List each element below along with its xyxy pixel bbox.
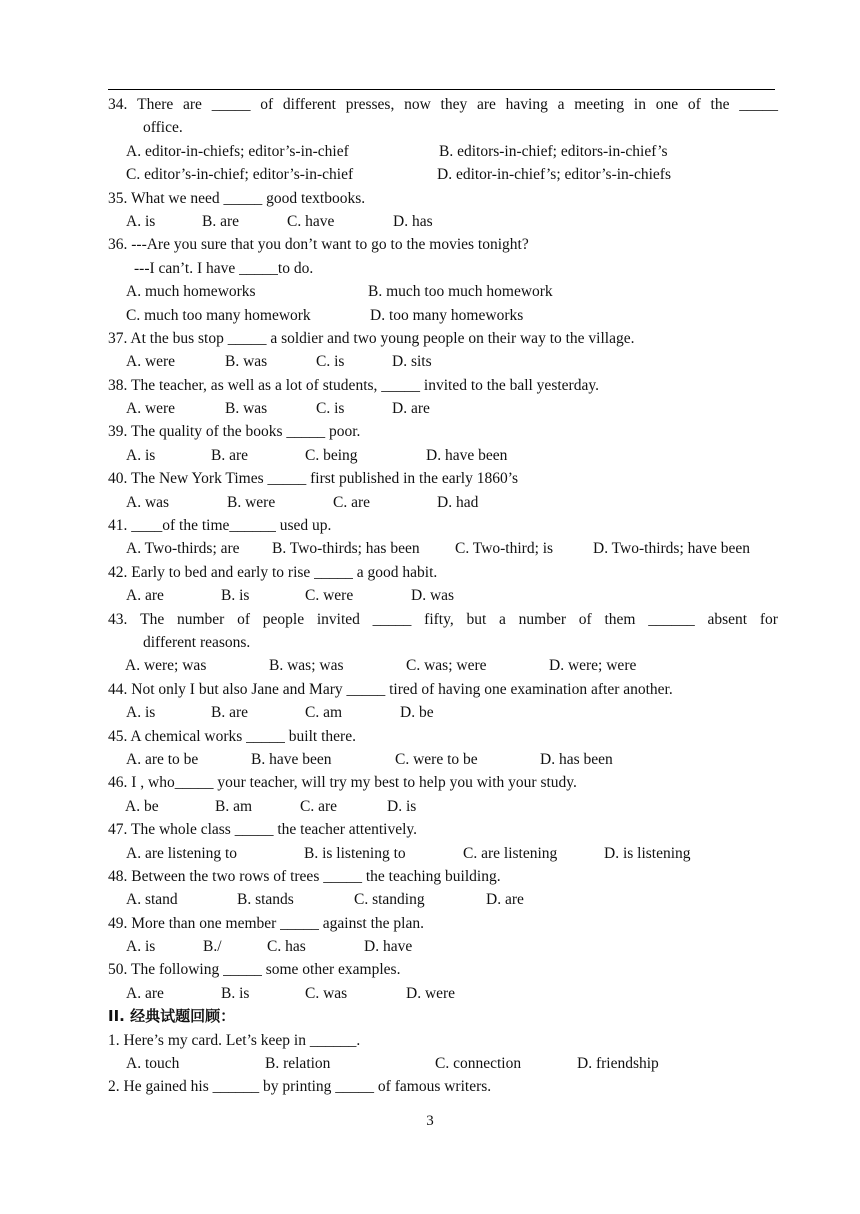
option-d: D. sits	[392, 353, 432, 371]
question-36-options-row-1	[108, 280, 778, 303]
option-a: A. were	[126, 400, 176, 418]
option-c: C. were	[305, 587, 354, 605]
worksheet-content	[108, 93, 778, 1099]
option-b: B. am	[215, 797, 253, 815]
question-37-options	[108, 350, 778, 373]
option-d: D. were	[406, 984, 456, 1002]
section-2-question-1-stem: 1. Here’s my card. Let’s keep in ______.	[108, 1031, 361, 1049]
question-40-stem: 40. The New York Times _____ first published in the early 1860’s	[108, 470, 519, 488]
option-c: C. was	[305, 984, 348, 1002]
option-d: D. have	[364, 938, 413, 956]
option-b: B. is listening to	[304, 844, 406, 862]
question-40-options	[108, 491, 778, 514]
section-2-question-1-options	[108, 1052, 778, 1075]
page-number: 3	[426, 1113, 434, 1129]
option-d: D. is listening	[604, 844, 691, 862]
option-a: A. are	[126, 984, 164, 1002]
option-a: A. are to be	[126, 750, 199, 768]
option-c: C. is	[316, 400, 345, 418]
question-34-stem: 34. There are _____ of different presses, now they are having a meeting in one of the _____	[108, 96, 778, 113]
option-a: A. is	[126, 704, 156, 722]
option-b: B. were	[227, 493, 276, 511]
question-35-options	[108, 210, 778, 233]
question-39-options	[108, 444, 778, 467]
option-a: A. Two-thirds; are	[126, 540, 240, 558]
option-c: C. are	[333, 493, 371, 511]
option-b: B. editors-in-chief; editors-in-chief’s	[439, 142, 668, 160]
question-41-stem: 41. ____of the time______ used up.	[108, 517, 332, 535]
option-d: D. has	[393, 212, 433, 230]
option-a: A. was	[126, 493, 170, 511]
option-c: C. connection	[435, 1055, 522, 1073]
option-d: D. had	[437, 493, 479, 511]
option-d: D. friendship	[577, 1055, 659, 1073]
option-c: C. was; were	[406, 657, 487, 675]
option-d: D. be	[400, 704, 434, 722]
question-47-options	[108, 842, 778, 865]
option-a: A. is	[126, 212, 156, 230]
question-36-options-row-2	[108, 304, 778, 327]
option-b: B. was	[225, 353, 268, 371]
question-48-options	[108, 888, 778, 911]
option-b: B. was	[225, 400, 268, 418]
option-b: B. are	[211, 446, 249, 464]
option-c: C. is	[316, 353, 345, 371]
question-42-stem: 42. Early to bed and early to rise _____ a good habit.	[108, 563, 438, 581]
question-45-stem: 45. A chemical works _____ built there.	[108, 727, 356, 745]
option-b: B. are	[202, 212, 240, 230]
question-44-stem: 44. Not only I but also Jane and Mary _____ tired of having one examination after another.	[108, 680, 673, 698]
question-34-options-row-1	[108, 140, 778, 163]
question-39-stem: 39. The quality of the books _____ poor.	[108, 423, 361, 441]
question-34-stem-continued: office.	[143, 119, 183, 137]
question-46-stem: 46. I , who_____ your teacher, will try my best to help you with your study.	[108, 774, 577, 792]
option-d: D. have been	[426, 446, 508, 464]
option-d: D. has been	[540, 750, 613, 768]
option-b: B./	[203, 938, 222, 956]
option-b: B. much too much homework	[368, 283, 553, 301]
question-38-stem: 38. The teacher, as well as a lot of students, _____ invited to the ball yesterday.	[108, 376, 599, 394]
question-50-options	[108, 982, 778, 1005]
question-37-stem: 37. At the bus stop _____ a soldier and two young people on their way to the village.	[108, 329, 635, 347]
option-c: C. being	[305, 446, 358, 464]
option-b: B. is	[221, 587, 250, 605]
option-c: C. am	[305, 704, 343, 722]
question-42-options	[108, 584, 778, 607]
question-50-stem: 50. The following _____ some other examples.	[108, 961, 401, 979]
section-2-title: II. 经典试题回顾：	[108, 1007, 236, 1026]
option-d: D. too many homeworks	[370, 306, 524, 324]
option-a: A. is	[126, 446, 156, 464]
section-2-question-2-stem: 2. He gained his ______ by printing _____ of famous writers.	[108, 1078, 492, 1096]
option-a: A. much homeworks	[126, 283, 256, 301]
option-c: C. were to be	[395, 750, 478, 768]
question-49-options	[108, 935, 778, 958]
option-d: D. are	[392, 400, 430, 418]
option-b: B. Two-thirds; has been	[272, 540, 420, 558]
option-b: B. are	[211, 704, 249, 722]
option-a: A. be	[125, 797, 159, 815]
option-a: A. are	[126, 587, 164, 605]
question-47-stem: 47. The whole class _____ the teacher attentively.	[108, 821, 418, 839]
option-d: D. editor-in-chief’s; editor’s-in-chiefs	[437, 166, 671, 184]
option-a: A. were; was	[125, 657, 207, 675]
option-c: C. are listening	[463, 844, 558, 862]
option-a: A. are listening to	[126, 844, 238, 862]
header-rule	[108, 89, 775, 90]
question-46-options	[108, 795, 778, 818]
option-d: D. is	[387, 797, 417, 815]
question-45-options	[108, 748, 778, 771]
option-c: C. editor’s-in-chief; editor’s-in-chief	[126, 166, 354, 184]
option-d: D. Two-thirds; have been	[593, 540, 751, 558]
option-c: C. are	[300, 797, 338, 815]
option-a: A. touch	[126, 1055, 180, 1073]
option-a: A. were	[126, 353, 176, 371]
option-b: B. stands	[237, 891, 294, 909]
option-b: B. have been	[251, 750, 332, 768]
option-c: C. Two-third; is	[455, 540, 554, 558]
question-49-stem: 49. More than one member _____ against the plan.	[108, 914, 424, 932]
option-c: C. much too many homework	[126, 306, 311, 324]
question-35-stem: 35. What we need _____ good textbooks.	[108, 189, 366, 207]
question-43-stem: 43. The number of people invited _____ fifty, but a number of them ______ absent for	[108, 610, 778, 628]
option-b: B. is	[221, 984, 250, 1002]
option-a: A. is	[126, 938, 156, 956]
option-d: D. was	[411, 587, 455, 605]
option-d: D. were; were	[549, 657, 637, 675]
option-a: A. stand	[126, 891, 178, 909]
question-38-options	[108, 397, 778, 420]
question-44-options	[108, 701, 778, 724]
option-b: B. was; was	[269, 657, 344, 675]
question-43-stem-continued: different reasons.	[143, 633, 251, 651]
question-48-stem: 48. Between the two rows of trees _____ the teaching building.	[108, 867, 501, 885]
option-c: C. standing	[354, 891, 425, 909]
option-c: C. have	[287, 212, 335, 230]
option-b: B. relation	[265, 1055, 331, 1073]
question-41-options	[108, 537, 778, 560]
question-43-options	[108, 654, 778, 677]
question-36-reply: ---I can’t. I have _____to do.	[134, 259, 314, 277]
option-a: A. editor-in-chiefs; editor’s-in-chief	[126, 142, 349, 160]
option-c: C. has	[267, 938, 306, 956]
question-34-options-row-2	[108, 163, 778, 186]
option-d: D. are	[486, 891, 524, 909]
question-36-stem: 36. ---Are you sure that you don’t want to go to the movies tonight?	[108, 236, 529, 254]
